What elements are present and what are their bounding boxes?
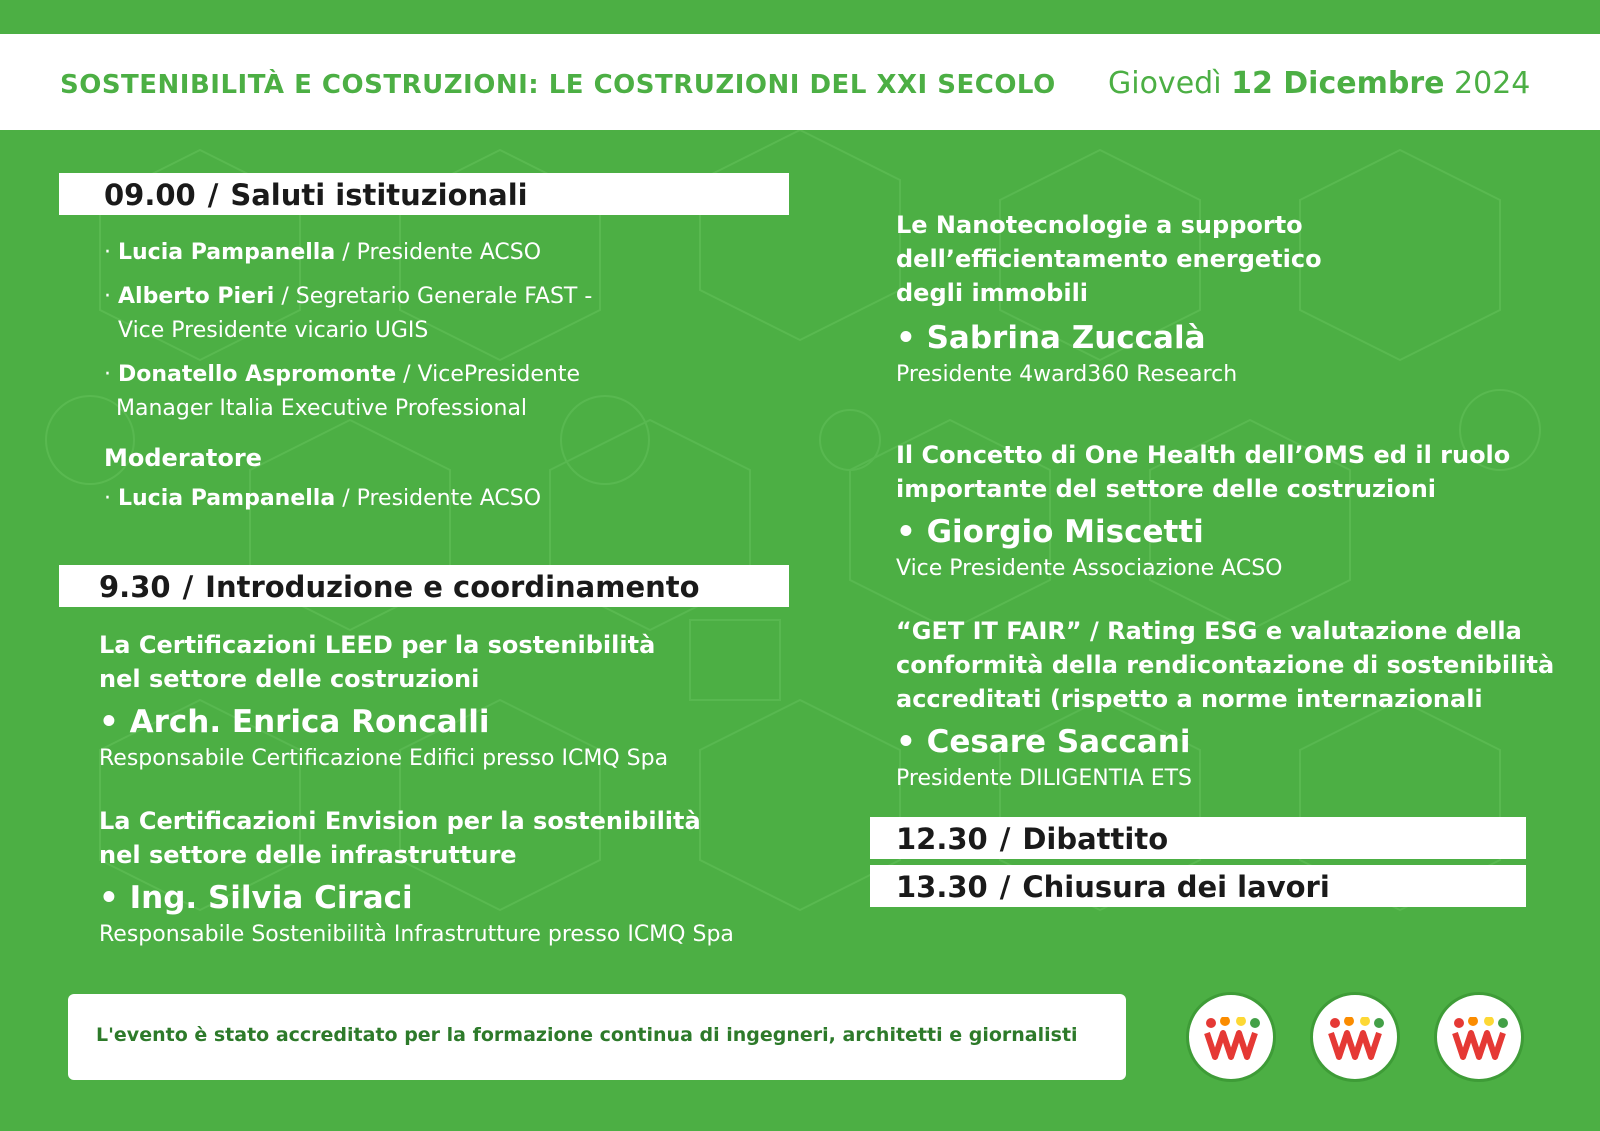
session-bar-chiusura: 13.30 / Chiusura dei lavori bbox=[870, 865, 1526, 907]
talk-topic: La Certificazioni Envision per la sostenibilità nel settore delle infrastrutture bbox=[99, 807, 701, 869]
moderator-label: Moderatore bbox=[104, 444, 262, 472]
talk-speaker: • Arch. Enrica Roncalli bbox=[99, 704, 490, 740]
list-item-cont: Vice Presidente vicario UGIS bbox=[118, 318, 429, 343]
event-date: Giovedì 12 Dicembre 2024 bbox=[1108, 66, 1531, 101]
talk-topic: Le Nanotecnologie a supporto dell’efficientamento energetico degli immobili bbox=[896, 211, 1322, 307]
session-title: Dibattito bbox=[1022, 822, 1169, 856]
list-item: · Donatello Aspromonte / VicePresidente bbox=[104, 362, 581, 387]
moderator-item: · Lucia Pampanella / Presidente ACSO bbox=[104, 486, 542, 511]
sponsor-logo-icon bbox=[1186, 992, 1276, 1082]
talk-speaker: • Giorgio Miscetti bbox=[896, 514, 1204, 550]
talk-speaker-role: Vice Presidente Associazione ACSO bbox=[896, 556, 1283, 581]
sponsor-logo-icon bbox=[1434, 992, 1524, 1082]
session-time: 13.30 bbox=[896, 870, 988, 904]
sponsor-logo-icon bbox=[1310, 992, 1400, 1082]
list-item: · Lucia Pampanella / Presidente ACSO bbox=[104, 240, 542, 265]
session-time: 9.30 bbox=[99, 570, 171, 604]
session-bar-saluti: 09.00 / Saluti istituzionali bbox=[59, 173, 789, 215]
talk-speaker-role: Responsabile Certificazione Edifici presso ICMQ Spa bbox=[99, 746, 669, 771]
session-bar-dibattito: 12.30 / Dibattito bbox=[870, 817, 1526, 859]
talk-topic: “GET IT FAIR” / Rating ESG e valutazione della conformità della rendicontazione di sostenibilità accreditati (rispetto a norme internazionali bbox=[896, 617, 1555, 713]
talk-topic: La Certificazioni LEED per la sostenibilità nel settore delle costruzioni bbox=[99, 631, 656, 693]
talk-speaker-role: Presidente DILIGENTIA ETS bbox=[896, 766, 1193, 791]
talk-speaker-role: Presidente 4ward360 Research bbox=[896, 362, 1238, 387]
event-title: SOSTENIBILITÀ E COSTRUZIONI: LE COSTRUZIONI DEL XXI SECOLO bbox=[60, 70, 1056, 100]
session-time: 12.30 bbox=[896, 822, 988, 856]
session-title: Chiusura dei lavori bbox=[1022, 870, 1330, 904]
accreditation-text: L'evento è stato accreditato per la formazione continua di ingegneri, architetti e giornalisti bbox=[96, 1024, 1078, 1046]
list-item-cont: Manager Italia Executive Professional bbox=[116, 396, 528, 421]
session-title: Introduzione e coordinamento bbox=[205, 570, 700, 604]
talk-speaker: • Cesare Saccani bbox=[896, 724, 1191, 760]
talk-topic: Il Concetto di One Health dell’OMS ed il ruolo importante del settore delle costruzioni bbox=[896, 441, 1511, 503]
session-title: Saluti istituzionali bbox=[230, 178, 528, 212]
talk-speaker-role: Responsabile Sostenibilità Infrastrutture presso ICMQ Spa bbox=[99, 922, 734, 947]
session-bar-introduzione: 9.30 / Introduzione e coordinamento bbox=[59, 565, 789, 607]
session-time: 09.00 bbox=[104, 178, 196, 212]
talk-speaker: • Ing. Silvia Ciraci bbox=[99, 880, 413, 916]
list-item: · Alberto Pieri / Segretario Generale FAST - bbox=[104, 284, 593, 309]
talk-speaker: • Sabrina Zuccalà bbox=[896, 320, 1206, 356]
